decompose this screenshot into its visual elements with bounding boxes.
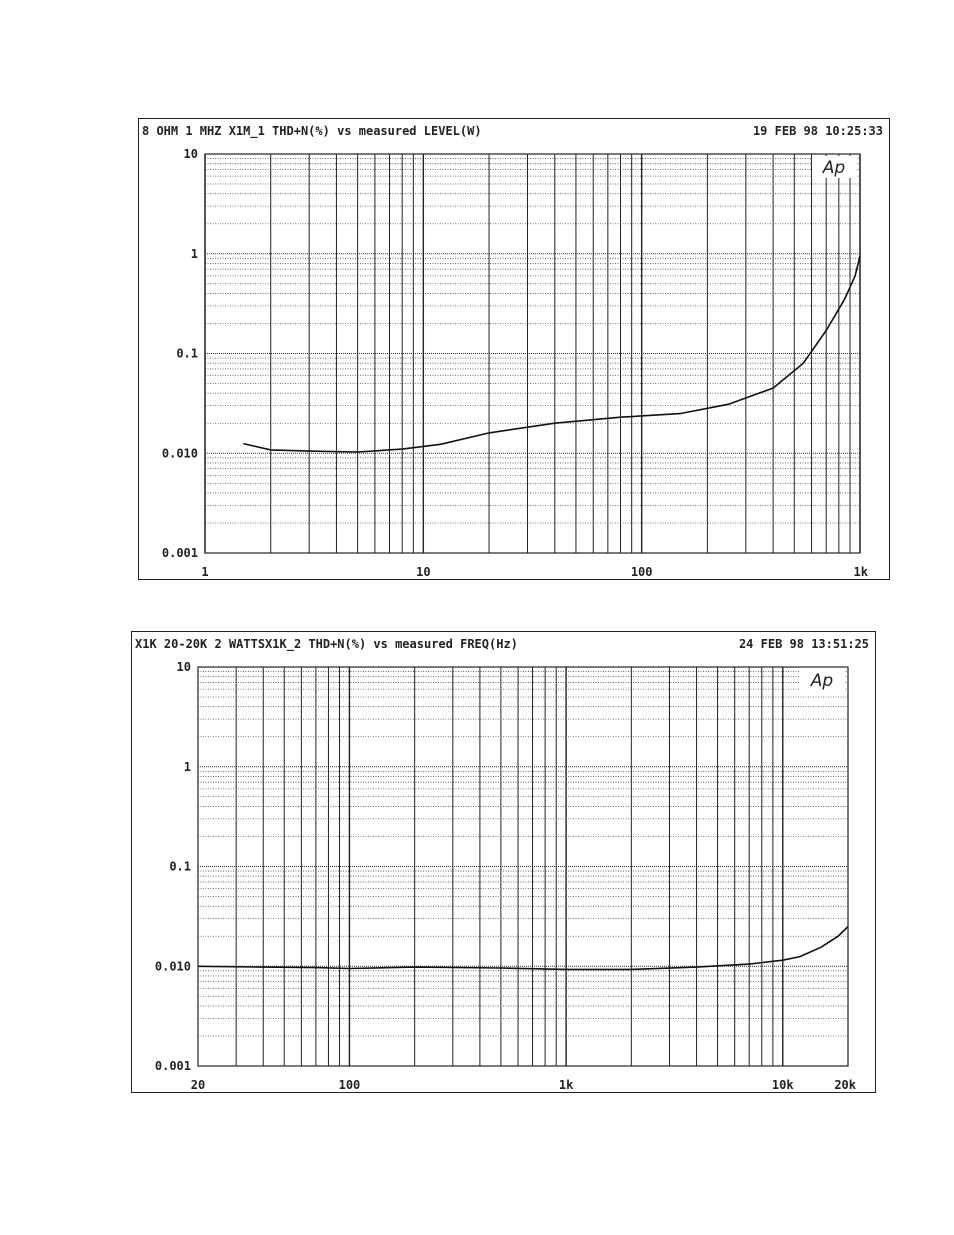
x-tick-label: 1k: [558, 1078, 574, 1092]
plot-grid: [198, 667, 848, 1066]
y-tick-label: 0.1: [176, 346, 198, 361]
y-tick-label: 10: [183, 147, 198, 161]
thd-vs-level-chart: [138, 118, 890, 580]
x-tick-label: 100: [630, 565, 653, 579]
plot-grid: [205, 154, 860, 553]
x-tick-label: 10: [416, 565, 431, 579]
y-tick-label: 1: [190, 246, 198, 261]
chart-timestamp: 24 FEB 98 13:51:25: [738, 637, 869, 651]
x-tick-label: 10k: [771, 1078, 794, 1092]
chart-timestamp: 19 FEB 98 10:25:33: [752, 124, 883, 138]
y-tick-label: 0.1: [169, 859, 191, 874]
y-tick-label: 0.010: [161, 446, 198, 461]
y-tick-label: 10: [176, 660, 191, 674]
ap-logo-text: Ap: [822, 158, 846, 178]
thd-vs-frequency-plot: [132, 632, 875, 1092]
x-tick-label: 1k: [853, 565, 868, 579]
x-tick-label: 100: [338, 1078, 361, 1092]
x-tick-label: 20: [190, 1078, 206, 1092]
ap-logo: [800, 669, 844, 691]
chart-title: 8 OHM 1 MHZ X1M_1 THD+N(%) vs measured LEVEL(W): [142, 124, 482, 138]
chart-title: X1K 20-20K 2 WATTSX1K_2 THD+N(%) vs measured FREQ(Hz): [135, 637, 518, 651]
x-tick-label: 1: [201, 565, 209, 579]
ap-logo-text: Ap: [810, 671, 834, 691]
thd-series-line: [198, 927, 848, 970]
y-tick-label: 0.001: [161, 546, 198, 560]
thd-vs-frequency-chart: [131, 631, 876, 1093]
y-tick-label: 0.010: [154, 959, 191, 974]
thd-vs-level-plot: [139, 119, 889, 579]
x-tick-label: 20k: [834, 1078, 856, 1092]
y-tick-label: 0.001: [154, 1059, 191, 1073]
ap-logo: [812, 156, 856, 178]
y-tick-label: 1: [183, 759, 191, 774]
